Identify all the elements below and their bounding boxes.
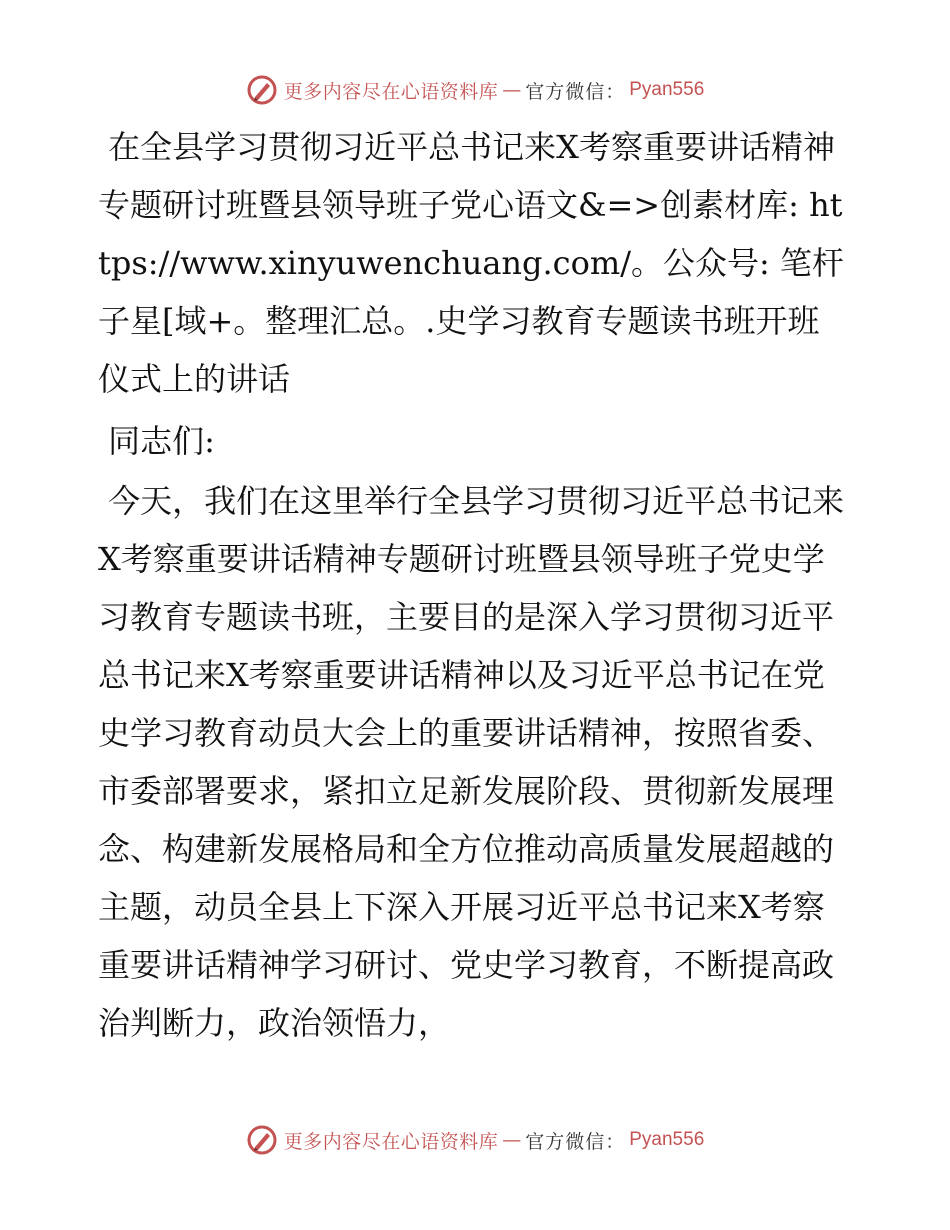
footer-banner xyxy=(0,1120,950,1160)
banner-slogan: 更多内容尽在心语资料库 xyxy=(283,80,499,103)
document-content xyxy=(98,118,848,1052)
banner-wechat-id: Pyan556 xyxy=(629,1129,705,1150)
banner-separator: — xyxy=(502,1129,522,1151)
banner-separator: — xyxy=(502,79,522,101)
body-paragraph: 今天，我们在这里举行全县学习贯彻习近平总书记来X考察重要讲话精神专题研讨班暨县领导班子党史学习教育专题读书班，主要目的是深入学习贯彻习近平总书记来X考察重要讲话精神以及习近平总书记在党史学习教育动员大会上的重要讲话精神，按照省委、市委部署要求，紧扣立足新发展阶段、贯彻新发展理念、构建新发展格局和全方位推动高质量发展超越的主题，动员全县上下深入开展习近平总书记来X考察重要讲话精神学习研讨、党史学习教育，不断提高政治判断力，政治领悟力， xyxy=(98,482,845,1042)
banner-wechat-id: Pyan556 xyxy=(629,79,705,100)
header-banner xyxy=(0,70,950,110)
greeting: 同志们: xyxy=(98,422,215,460)
pen-logo-icon xyxy=(246,74,278,106)
pen-logo-icon xyxy=(246,1124,278,1156)
banner-wechat-label: 官方微信： xyxy=(525,1130,626,1153)
banner-wechat-label: 官方微信： xyxy=(525,80,626,103)
document-title: 在全县学习贯彻习近平总书记来X考察重要讲话精神专题研讨班暨县领导班子党心语文&=>创素材库: https://www.xinyuwenchuang.com/。公众号: 笔杆子星[域+。整理汇总。.史学习教育专题读书班开班仪式上的讲话 xyxy=(98,128,844,398)
banner-slogan: 更多内容尽在心语资料库 xyxy=(283,1130,499,1153)
